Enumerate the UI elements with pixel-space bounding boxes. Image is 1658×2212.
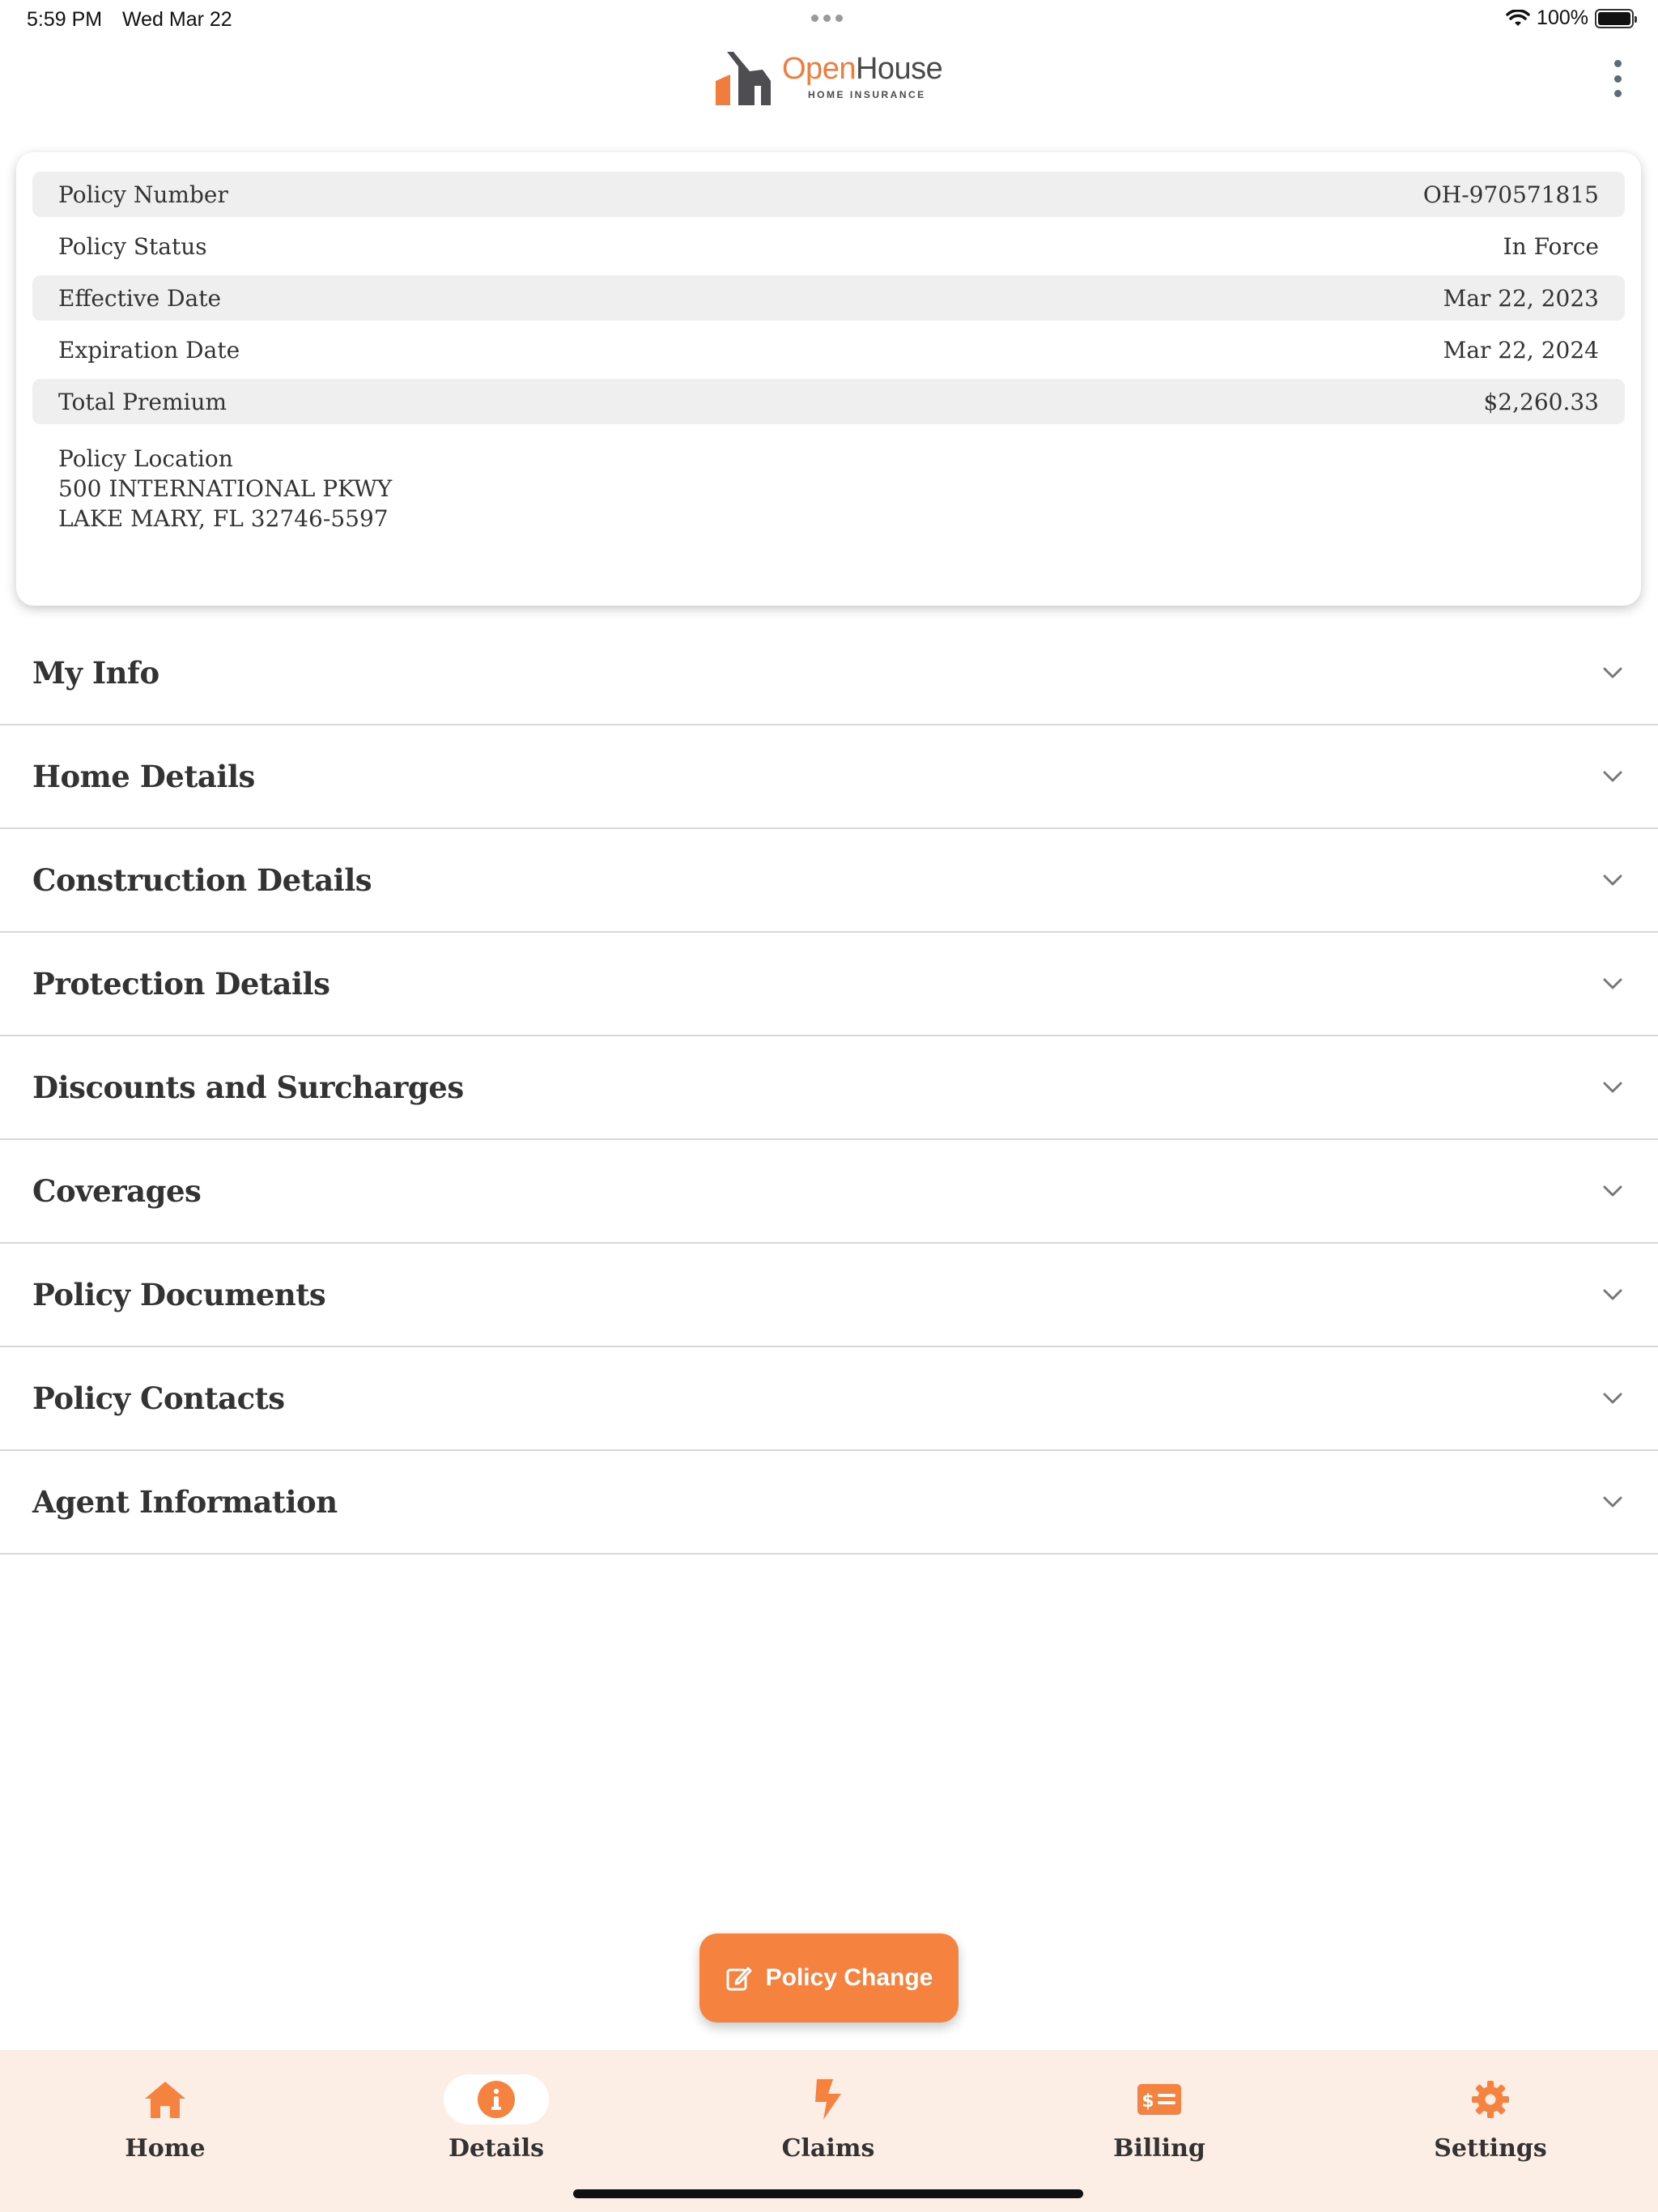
policy-change-button[interactable]: [699, 1933, 959, 2023]
chevron-down-icon: [1600, 1282, 1626, 1308]
tab-label: Details: [448, 2134, 545, 2163]
section-label: Coverages: [32, 1173, 202, 1209]
policy-change-label: Policy Change: [765, 1964, 933, 1991]
policy-location: [58, 444, 392, 534]
tab-label: Settings: [1434, 2134, 1547, 2163]
tab-claims[interactable]: [747, 2074, 909, 2163]
brand-subtitle: HOME INSURANCE: [808, 89, 926, 100]
section-label: Protection Details: [32, 966, 330, 1002]
battery-percent: 100%: [1537, 6, 1588, 29]
location-line-2: LAKE MARY, FL 32746-5597: [58, 505, 389, 532]
chevron-down-icon: [1600, 1385, 1626, 1411]
row-label: Expiration Date: [58, 336, 240, 364]
section-label: Home Details: [32, 759, 255, 794]
section-policy-contacts[interactable]: [0, 1347, 1658, 1451]
row-label: Policy Number: [58, 181, 228, 208]
status-bar: [0, 0, 1658, 39]
brand-open: Open: [782, 52, 856, 86]
row-label: Policy Status: [58, 232, 207, 260]
bottom-tab-bar: [0, 2050, 1658, 2212]
section-label: Policy Documents: [32, 1277, 326, 1312]
row-label: Effective Date: [58, 284, 222, 312]
chevron-down-icon: [1600, 1074, 1626, 1100]
section-agent-information[interactable]: [0, 1451, 1658, 1555]
status-time: 5:59 PM: [27, 8, 103, 31]
row-value: OH-970571815: [1422, 181, 1599, 208]
house-logo-icon: [714, 49, 776, 107]
chevron-down-icon: [1600, 1489, 1626, 1515]
section-home-details[interactable]: [0, 725, 1658, 829]
expiration-date-row: [32, 327, 1625, 372]
chevron-down-icon: [1600, 764, 1626, 789]
policy-number-row: [32, 172, 1625, 217]
status-date: Wed Mar 22: [122, 8, 232, 31]
tab-billing[interactable]: [1078, 2074, 1240, 2163]
section-construction-details[interactable]: [0, 829, 1658, 933]
chevron-down-icon: [1600, 867, 1626, 893]
bill-icon: [1107, 2074, 1212, 2125]
section-coverages[interactable]: [0, 1140, 1658, 1244]
tab-settings[interactable]: [1409, 2074, 1571, 2163]
wifi-icon: [1506, 10, 1530, 28]
section-protection-details[interactable]: [0, 933, 1658, 1036]
section-my-info[interactable]: [0, 622, 1658, 725]
lightning-icon: [776, 2074, 881, 2125]
location-line-1: 500 INTERNATIONAL PKWY: [58, 475, 393, 502]
section-label: Policy Contacts: [32, 1380, 285, 1416]
section-policy-documents[interactable]: [0, 1244, 1658, 1347]
chevron-down-icon: [1600, 660, 1626, 686]
section-label: Discounts and Surcharges: [32, 1070, 464, 1105]
tab-label: Home: [125, 2134, 206, 2163]
effective-date-row: [32, 275, 1625, 321]
policy-sections: [0, 622, 1658, 1555]
home-icon: [113, 2074, 218, 2125]
svg-text:$: $: [1141, 2091, 1154, 2112]
total-premium-row: [32, 379, 1625, 424]
location-label: Policy Location: [58, 445, 233, 472]
policy-status-row: [32, 223, 1625, 269]
section-label: Agent Information: [32, 1484, 338, 1520]
section-label: My Info: [32, 655, 159, 691]
home-indicator[interactable]: [573, 2189, 1083, 2198]
openhouse-logo: [714, 49, 942, 108]
battery-icon: [1595, 9, 1634, 28]
row-value: $2,260.33: [1483, 388, 1599, 415]
chevron-down-icon: [1600, 971, 1626, 997]
info-icon: [444, 2074, 549, 2125]
tab-details[interactable]: [415, 2074, 577, 2163]
brand-house: House: [855, 52, 943, 86]
section-discounts-and-surcharges[interactable]: [0, 1036, 1658, 1140]
section-label: Construction Details: [32, 862, 372, 898]
multitasking-dots-icon[interactable]: [811, 15, 843, 22]
more-options-icon[interactable]: [1608, 60, 1627, 97]
row-value: Mar 22, 2023: [1443, 284, 1599, 312]
row-value: Mar 22, 2024: [1443, 336, 1599, 364]
tab-label: Billing: [1113, 2134, 1205, 2163]
tab-home[interactable]: [84, 2074, 246, 2163]
row-value: In Force: [1503, 232, 1599, 260]
policy-summary-card: [16, 152, 1641, 606]
edit-icon: [725, 1964, 753, 1992]
row-label: Total Premium: [58, 388, 227, 415]
tab-label: Claims: [781, 2134, 875, 2163]
gear-icon: [1438, 2074, 1543, 2125]
chevron-down-icon: [1600, 1178, 1626, 1204]
